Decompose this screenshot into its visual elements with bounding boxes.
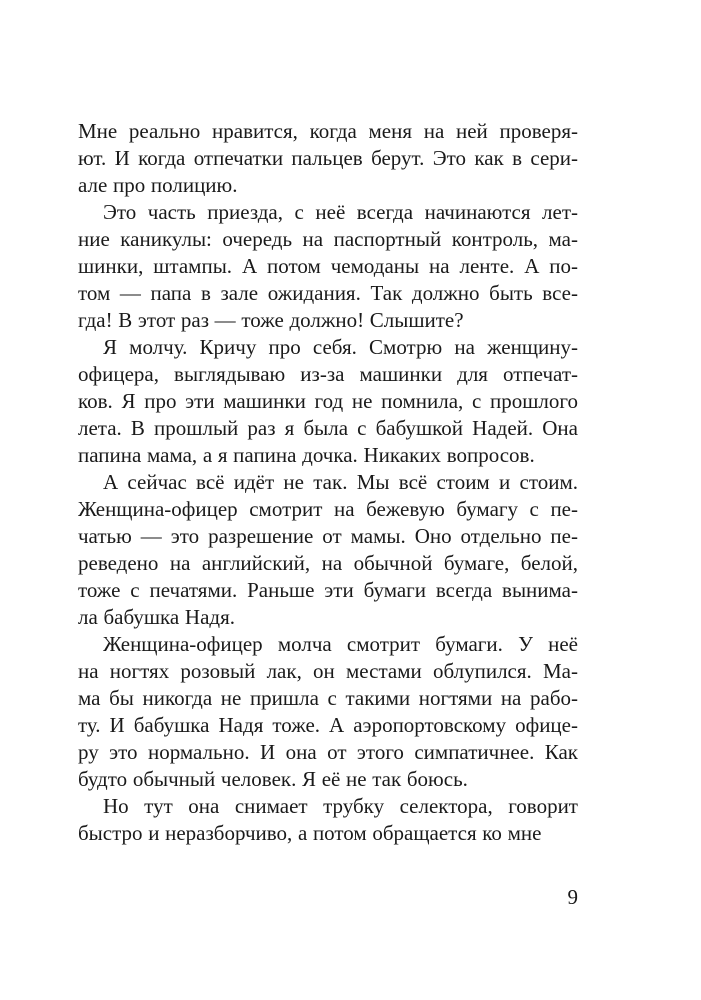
text-line: Но тут она снимает трубку селектора, говорит <box>103 794 578 818</box>
text-line: ма бы никогда не пришла с такими ногтями на рабо- <box>78 686 578 710</box>
text-line: шинки, штампы. А потом чемоданы на ленте. А по- <box>78 254 578 278</box>
page-number: 9 <box>567 885 578 909</box>
text-line: ков. Я про эти машинки год не помнила, с прошлого <box>78 389 578 413</box>
text-line: Это часть приезда, с неё всегда начинаются лет- <box>103 200 578 224</box>
text-line: лета. В прошлый раз я была с бабушкой Надей. Она <box>78 416 578 440</box>
text-line: быстро и неразборчиво, а потом обращается ко мне <box>78 821 542 845</box>
text-line: Женщина-офицер смотрит на бежевую бумагу с пе- <box>78 497 578 521</box>
text-line: Женщина-офицер молча смотрит бумаги. У неё <box>103 632 578 656</box>
text-block <box>78 118 578 847</box>
text-line: А сейчас всё идёт не так. Мы всё стоим и стоим. <box>103 470 578 494</box>
text-line: Мне реально нравится, когда меня на ней проверя- <box>78 119 578 143</box>
text-line: том — папа в зале ожидания. Так должно быть все- <box>78 281 578 305</box>
text-line: але про полицию. <box>78 173 238 197</box>
text-line: ту. И бабушка Надя тоже. А аэропортовскому офице- <box>78 713 578 737</box>
text-line: реведено на английский, на обычной бумаге, белой, <box>78 551 578 575</box>
text-line: на ногтях розовый лак, он местами облупился. Ма- <box>78 659 578 683</box>
text-line: ру это нормально. И она от этого симпатичнее. Как <box>78 740 578 764</box>
text-line: папина мама, а я папина дочка. Никаких вопросов. <box>78 443 535 467</box>
text-line: ла бабушка Надя. <box>78 605 235 629</box>
text-line: будто обычный человек. Я её не так боюсь. <box>78 767 468 791</box>
text-line: Я молчу. Кричу про себя. Смотрю на женщину- <box>103 335 578 359</box>
text-line: ют. И когда отпечатки пальцев берут. Это как в сери- <box>78 146 578 170</box>
text-line: офицера, выглядываю из-за машинки для отпечат- <box>78 362 578 386</box>
text-line: ние каникулы: очередь на паспортный контроль, ма- <box>78 227 578 251</box>
text-line: чатью — это разрешение от мамы. Оно отдельно пе- <box>78 524 578 548</box>
text-line: тоже с печатями. Раньше эти бумаги всегда вынима- <box>78 578 578 602</box>
text-line: гда! В этот раз — тоже должно! Слышите? <box>78 308 464 332</box>
